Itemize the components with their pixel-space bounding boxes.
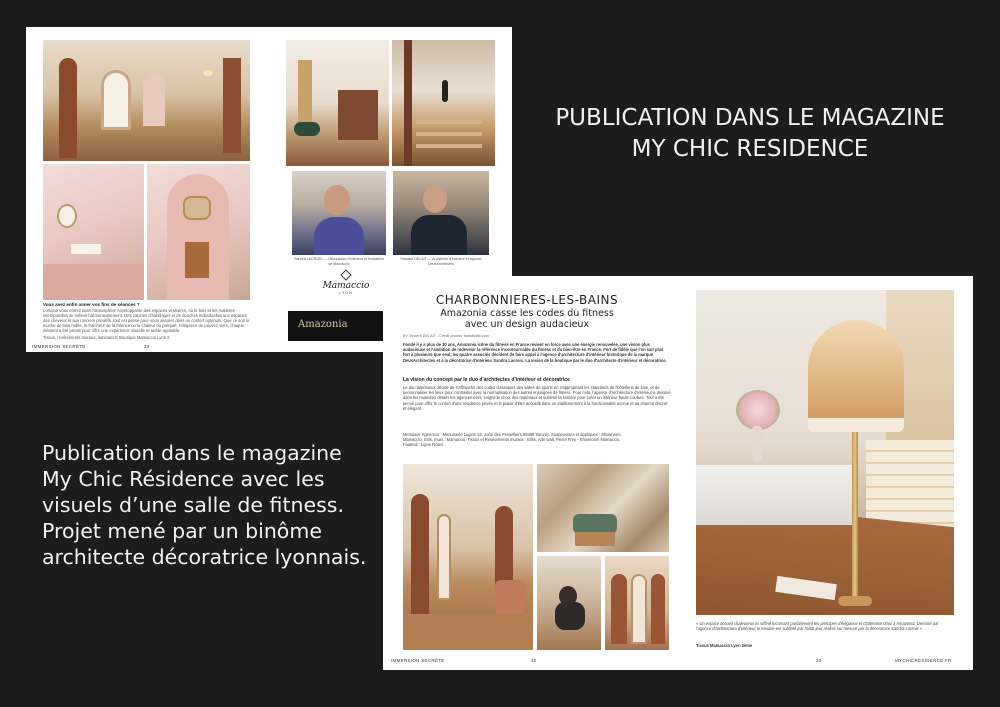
amazonia-badge (288, 311, 383, 341)
photo-portrait-decorator (292, 171, 386, 255)
photo-reception-lounge (286, 40, 389, 166)
spread2-page-left: 32 (531, 658, 537, 663)
magazine-spread-front (383, 276, 973, 670)
photo-corridor-arches (43, 40, 250, 161)
caption (42, 440, 387, 570)
spread1-folio-left: IMMERSION SECRÈTE (32, 344, 86, 349)
photo-caption: « Un espace accueil chaleureux et raffiné incarnant parfaitement les principes d'élégance et d'attention chez à Amazonia. Dessiné par l'agence d'architecture d'intérieur le meuble est sublimé par l'abat-jour réalisé sur mesure par la décoratrice Sandra Lacroix » (696, 621, 939, 632)
logo-mark-icon (340, 269, 351, 280)
photo-hallway (403, 464, 533, 650)
caption-line: Publication dans le magazine (42, 441, 342, 465)
portrait-caption-1: Sandra LACROIX — Décoratrice d'intérieur et fondatrice de Mamaccio (294, 257, 384, 266)
headline-line-2: MY CHIC RESIDENCE (631, 136, 869, 162)
logo-wordmark: Mamaccio (322, 281, 370, 291)
mamaccio-logo (311, 271, 381, 295)
article-body: Le duo talentueux décide de s'affranchir des codes classiques des salles de sports en s'appropriant les standards de l'hôtellerie de luxe, et de personnaliser les lieux pour contraster avec la normalisation des autres enseignes de fitness. Pour cela, l'agence d'architecture d'intérieur a dessiné dans les moindres détails les agencements, soigné le choix des matériaux et sublimé la lumière pour créer un intérieur haute couture. Tout a été pensé pour offrir le confort d'une résidence privée et le plaisir d'être accueilli dans un établissement à la fonctionnalité accrue et au charme discret et élégant. (403, 385, 671, 411)
caption-line: visuels d’une salle de fitness. (42, 493, 344, 517)
photo-cleaning (537, 556, 601, 650)
article-credits: Menuisier Agenceur : Menuiserie Lugem 52, zone des Pesselliers 69490 Sancey. Suspensions et appliques : Showroom Mamaccio. Sols, murs : Mamaccio. Tissus et Revêtements muraux : Elitis, Arte wall, Pierre Frey - Showroom Mamaccio. Fauteuil : Ligne Roset (403, 432, 621, 448)
caption-line: My Chic Résidence avec les (42, 467, 325, 491)
photo-staircase (392, 40, 495, 166)
spread1-body: Lorsque vous entrez dans l'atmosphère enveloppante des espaces vestiaires, où le bois et les matières intemporelles se mêlent harmonieusement. Des cabines d'habillages et de douches individuelles aux espaces des cheveux et aux ronciers privatifs, tout est pensé pour vous assurer dans un confort optimum. Que ce soit la touche de bois noble, la fraîcheur de la faïence ou la chaleur du parquet, l'élégance du pouvez vivre, chaque élément a été pensé pour offrir une expérience visuelle et tactile agréable. (43, 308, 250, 333)
spread2-page-right: 33 (816, 658, 822, 663)
article-subhead: La vision du concept par le duo d'architectes d'intérieur et décoratrice (403, 377, 570, 383)
photo-reception-lamp (696, 290, 954, 615)
photo-lockers (605, 556, 669, 650)
article-title-line-1: Amazonia casse les codes du fitness (440, 308, 614, 319)
photo-pink-bathroom (43, 164, 144, 300)
headline-line-1: PUBLICATION DANS LE MAGAZINE (555, 105, 945, 131)
portrait-caption-2: Pascale DELAIT — Architecte d'intérieur et agence DeuxArchitectes (400, 257, 482, 266)
article-title-line-2: avec un design audacieux (464, 319, 590, 330)
photo-credit: Tissus Mamaccio Lyon 2ème (696, 643, 753, 648)
photo-marble-bench (537, 464, 669, 552)
headline (520, 103, 980, 165)
article-byline: BY Vincent DELAIT - Crédit photos: Ikebalchik.com (403, 334, 490, 338)
caption-line: architecte décoratrice lyonnais. (42, 545, 367, 569)
amazonia-badge-logo: Amazonia (298, 319, 348, 330)
spread1-question-heading: Vous avez enfin aimer vos fins de séances ? (43, 302, 140, 307)
spread1-page-left: 34 (144, 344, 150, 349)
lampshade (808, 320, 904, 432)
photo-portrait-architect (393, 171, 489, 255)
spread2-folio-left: IMMERSION SECRÈTE (391, 658, 445, 663)
article-intro: Fondé il y a plus de 30 ans, Amazonia icône du fitness en France revient en force avec une énergie renouvelée, une vision plus audacieuse et l'ambition de redevenir la référence incontournable du fitness et du bien-être en France. Fort de fidèle que l'on sait plus fort à plusieurs que seul, les quatre associés décident de faire appel à l'agence d'architecture d'intérieur historique de la marque DeuxArchitectes et à la décoratrice d'intérieur Sandra Lacroix. La vision de la boutique par le duo d'architecte d'intérieur et décoratrice. (403, 342, 667, 363)
spread2-folio-right: MYCHICRESIDENCE.FR (895, 658, 952, 663)
article-city: CHARBONNIERES-LES-BAINS (435, 293, 619, 307)
logo-subtitle: LYON (339, 291, 353, 295)
caption-line: Projet mené par un binôme (42, 519, 322, 543)
spread1-credits: Tissus, revêtements muraux, luminaires: Boutique Mamaccio Lyon 2 (43, 335, 170, 340)
photo-vanity-arch (147, 164, 250, 300)
